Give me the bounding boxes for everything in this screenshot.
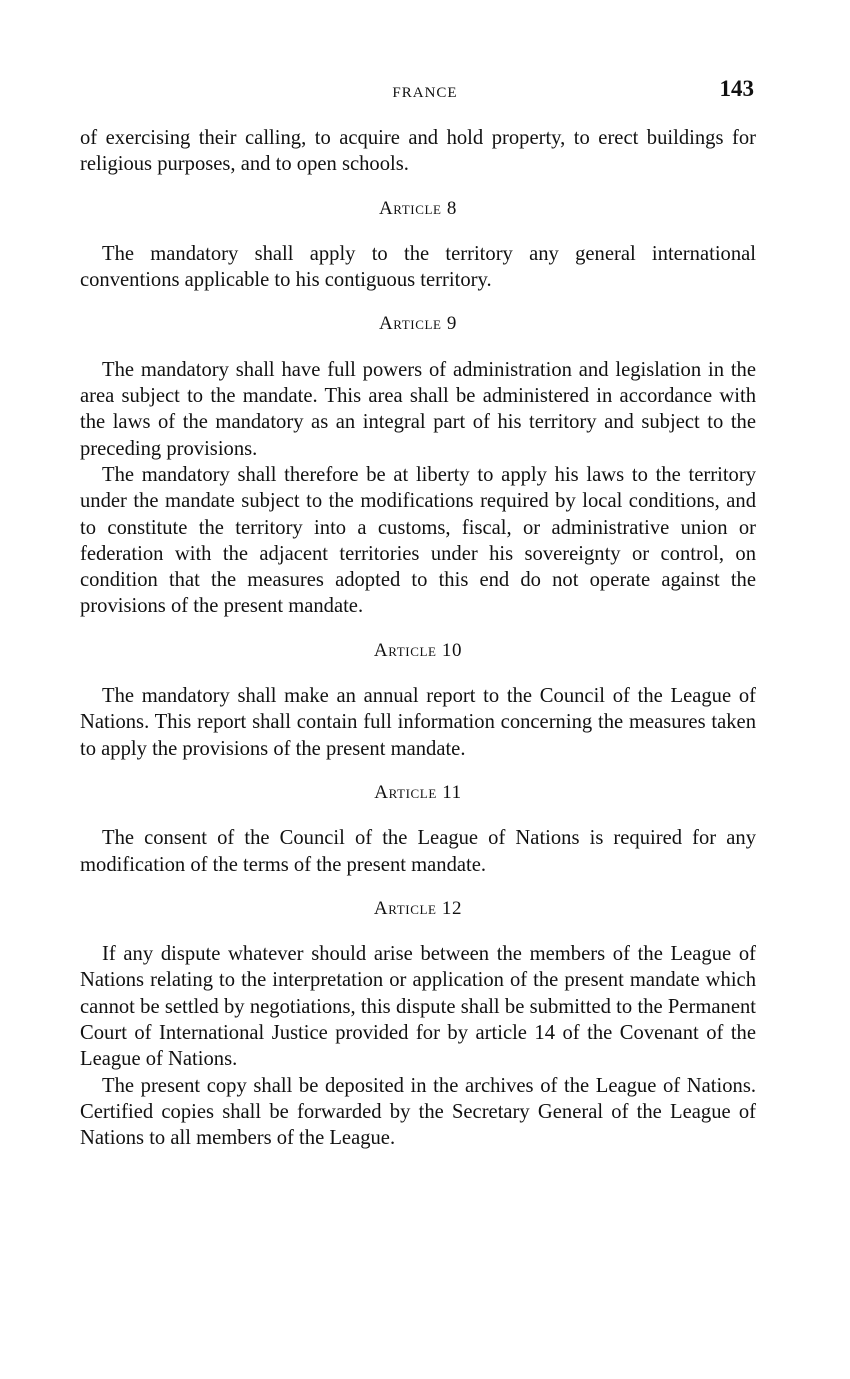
- article-paragraph: The mandatory shall make an annual report to the Council of the League of Nations. This report shall contain full information concerning the measures taken to apply the provisions of the present mandate.: [80, 685, 756, 760]
- continued-paragraph: of exercising their calling, to acquire and hold property, to erect buildings for religious purposes, and to open schools.: [80, 127, 756, 176]
- article-9: [80, 311, 756, 619]
- article-heading: Article 10: [373, 639, 463, 661]
- article-heading: Article 9: [378, 313, 458, 335]
- page-number: 143: [719, 76, 754, 101]
- article-paragraph: The consent of the Council of the League of Nations is required for any modification of the terms of the present mandate.: [80, 827, 756, 876]
- article-paragraph: The mandatory shall apply to the territory any general international conventions applicable to his contiguous territory.: [80, 242, 756, 292]
- article-8: [80, 196, 756, 294]
- article-12: [80, 896, 756, 1152]
- page-body: [80, 125, 756, 1152]
- article-10: [80, 638, 756, 762]
- article-heading: Article 8: [378, 197, 458, 219]
- article-heading: Article 12: [373, 897, 463, 919]
- article-paragraph: The present copy shall be deposited in the archives of the League of Nations. Certified copies shall be forwarded by the Secretary General of the League of Nations to all members of the League.: [80, 1074, 756, 1150]
- article-11: [80, 780, 756, 878]
- running-title: FRANCE: [392, 85, 458, 101]
- article-paragraph: If any dispute whatever should arise between the members of the League of Nations relating to the interpretation or application of the present mandate which cannot be settled by negotiations, this dispute shall be submitted to the Permanent Court of International Justice provided for by article 14 of the Covenant of the League of Nations.: [80, 943, 756, 1071]
- article-paragraph: The mandatory shall have full powers of administration and legislation in the area subject to the mandate. This area shall be administered in accordance with the laws of the mandatory as an integral part of his territory and subject to the preceding provisions.: [80, 358, 756, 460]
- article-paragraph: The mandatory shall therefore be at liberty to apply his laws to the territory under the mandate subject to the modifications required by local conditions, and to constitute the territory into a customs, fiscal, or administrative union or federation with the adjacent territories under his sovereignty or control, on condition that the measures adopted to this end do not operate against the provisions of the present mandate.: [80, 463, 756, 618]
- article-heading: Article 11: [374, 781, 462, 803]
- running-head: [0, 76, 850, 106]
